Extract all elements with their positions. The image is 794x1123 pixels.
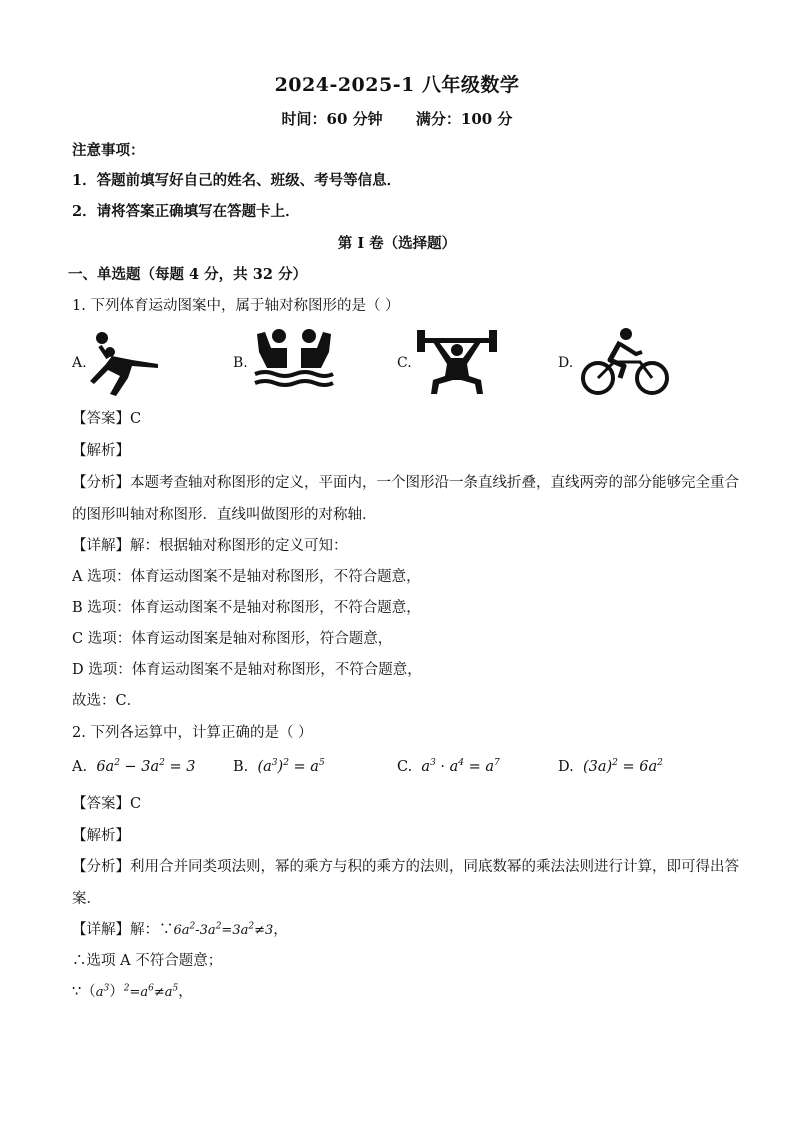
volleyball-player-icon: [88, 326, 164, 398]
cyclist-icon: [580, 326, 672, 398]
q2-analysis-tag: 【解析】: [72, 828, 130, 844]
q1-line-d: D 选项：体育运动图案不是轴对称图形，不符合题意，: [72, 662, 422, 678]
q1-analysis-tag: 【解析】: [72, 443, 130, 459]
note-item-1: 1．答题前填写好自己的姓名、班级、考号等信息．: [72, 172, 402, 189]
q1-line-a: A 选项：体育运动图案不是轴对称图形，不符合题意，: [72, 569, 421, 585]
q1-analysis-line-1: 【分析】本题考查轴对称图形的定义，平面内，一个图形沿一条直线折叠，直线两旁的部分能够完全重合: [72, 475, 739, 491]
q2-option-b: B. $(a^3)^2 = a^5$: [233, 758, 325, 775]
full-score: 满分：100 分: [415, 110, 513, 128]
q1-line-c: C 选项：体育运动图案是轴对称图形，符合题意，: [72, 631, 393, 647]
q2-analysis-line-1: 【分析】利用合并同类项法则，幂的乘方与积的乘方的法则，同底数幂的乘法法则进行计算，即可得出答: [72, 859, 739, 875]
water-polo-players-icon: [253, 326, 335, 388]
q1-detail: 【详解】解：根据轴对称图形的定义可知：: [72, 538, 348, 554]
q1-option-a-label: A.: [72, 355, 87, 371]
q2-detail: 【详解】解：$\because 6a^2-3a^2=3a^2\ne 3$，: [72, 921, 288, 938]
volume-title: 第 I 卷（选择题）: [337, 235, 457, 252]
q2-option-d: D. $(3a)^2 = 6a^2$: [558, 758, 663, 775]
q1-answer: 【答案】C: [72, 411, 142, 427]
time-limit: 时间：60 分钟: [281, 110, 383, 128]
q2-because: $\because(a^3)^2=a^6\ne a^5$，: [72, 983, 193, 1000]
section-heading: 一、单选题（每题 4 分，共 32 分）: [68, 266, 307, 283]
q1-conclusion: 故选：C．: [72, 693, 142, 709]
q2-option-c: C. $a^3 \cdot a^4 = a^7$: [397, 758, 500, 775]
q2-answer: 【答案】C: [72, 796, 142, 812]
q2-so-a: ∴选项 A 不符合题意；: [72, 953, 223, 969]
weightlifter-icon: [415, 328, 499, 396]
q1-line-b: B 选项：体育运动图案不是轴对称图形，不符合题意，: [72, 600, 421, 616]
exam-subtitle: [0, 108, 794, 129]
q1-option-c-label: C.: [397, 355, 412, 371]
notes-heading: 注意事项：: [72, 142, 145, 159]
q1-option-b-label: B.: [233, 355, 248, 371]
q2-analysis-line-2: 案．: [72, 891, 101, 907]
q1-stem: 1. 下列体育运动图案中，属于轴对称图形的是（ ）: [72, 298, 400, 314]
q2-stem: 2. 下列各运算中，计算正确的是（ ）: [72, 725, 313, 741]
exam-title: 2024-2025-1 八年级数学: [274, 74, 520, 96]
note-item-2: 2．请将答案正确填写在答题卡上．: [72, 203, 300, 220]
q1-analysis-line-2: 的图形叫轴对称图形．直线叫做图形的对称轴．: [72, 507, 377, 523]
q2-option-a: A. $6a^2 - 3a^2 = 3$: [72, 758, 196, 775]
q1-option-d-label: D.: [558, 355, 574, 371]
